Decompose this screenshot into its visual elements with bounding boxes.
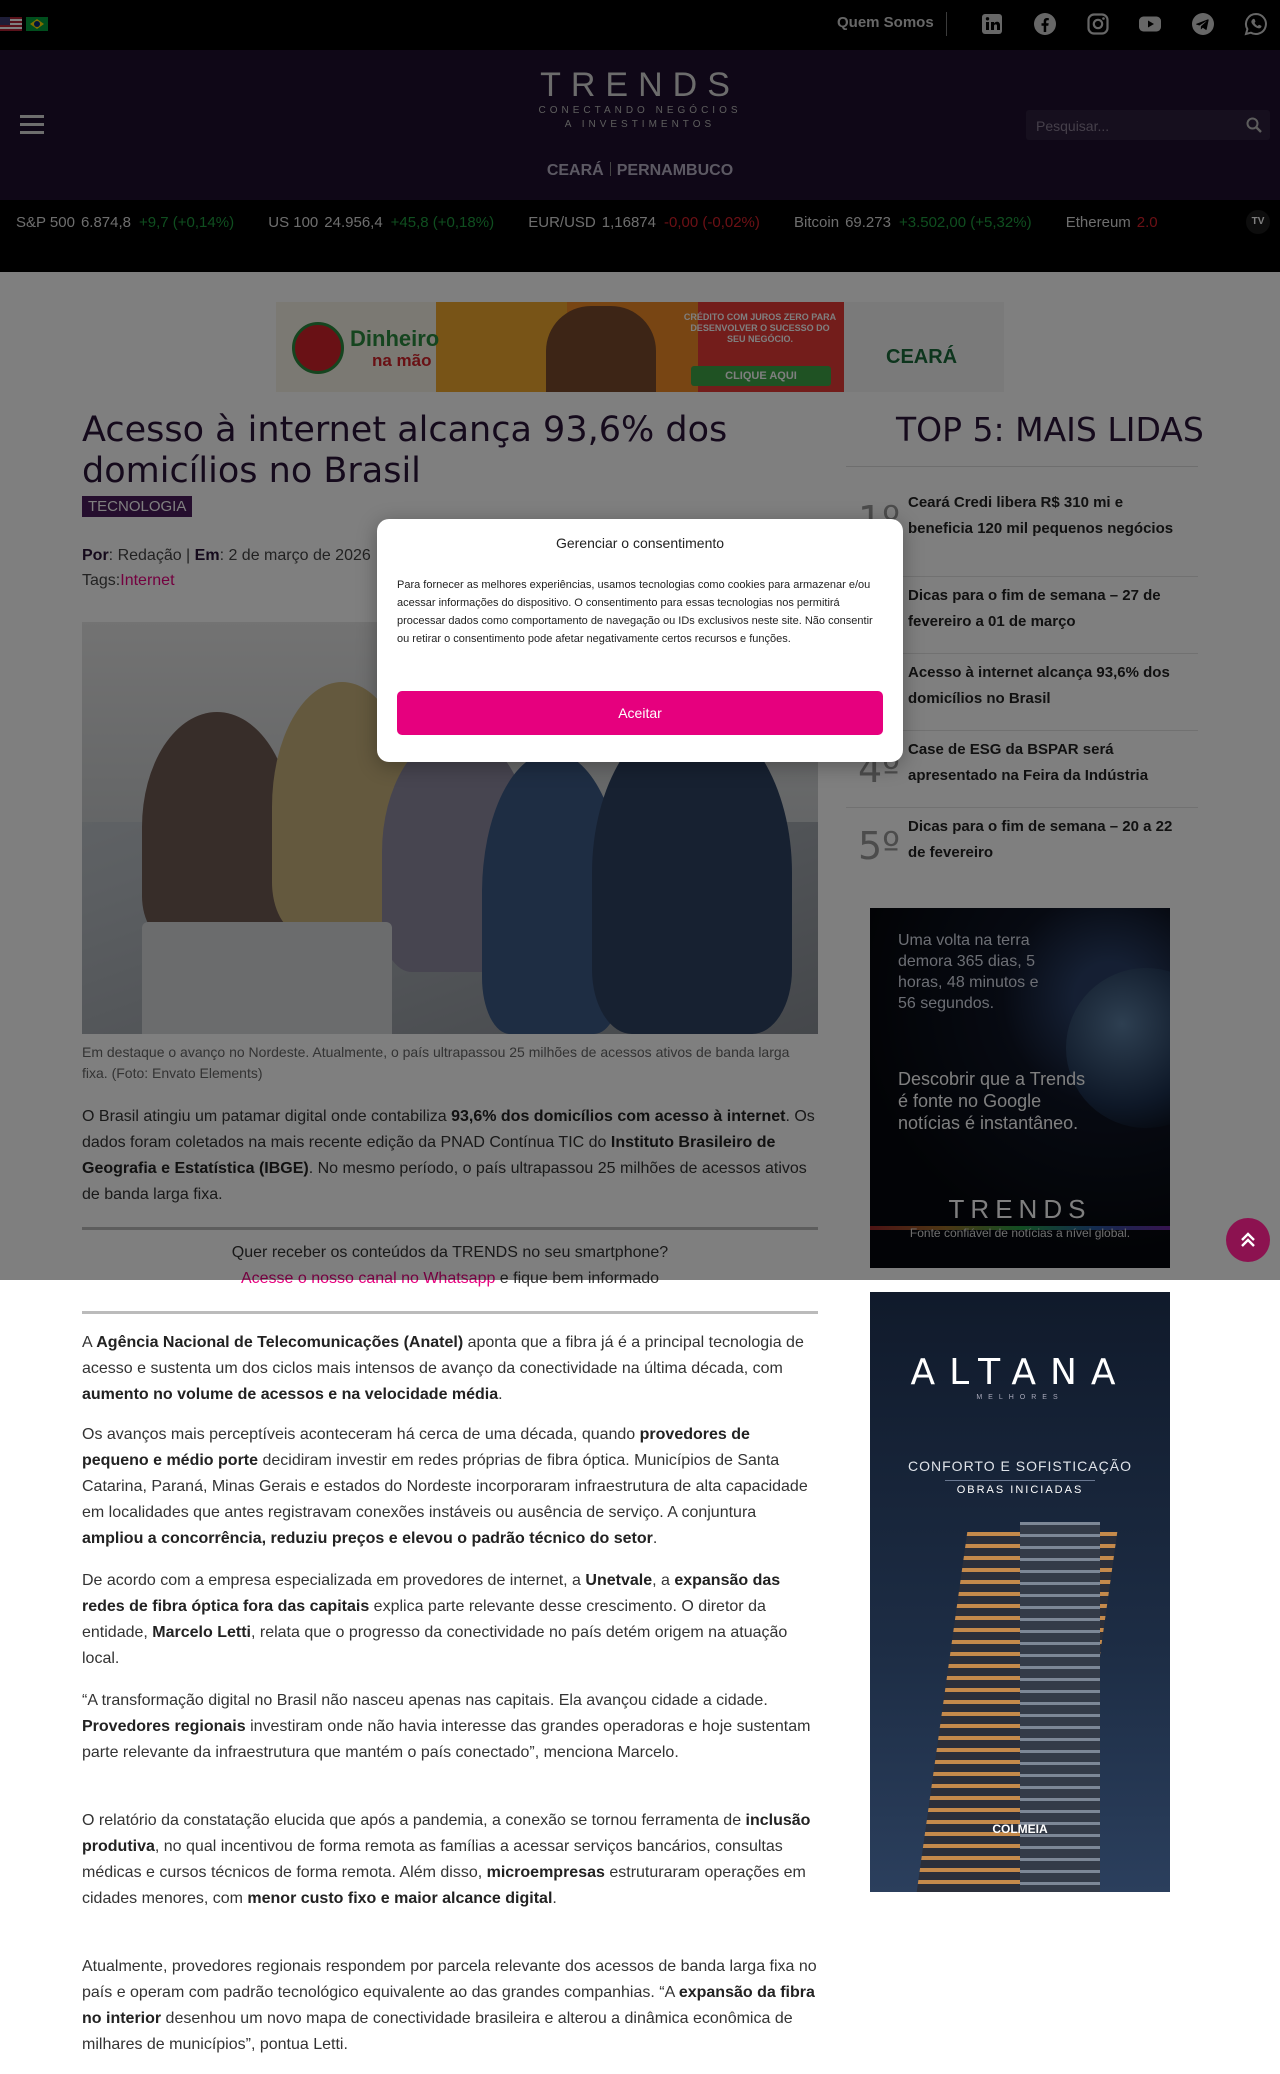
article-paragraph: O relatório da constatação elucida que após a pandemia, a conexão se tornou ferramenta de inclusão produtiva, no qual incentivou de forma remota as famílias a acessar serviços bancários, consultas médicas e cursos técnicos de forma remota. Além disso, microempresas estruturaram operações em cidades menores, com menor custo fixo e maior alcance digital. — [82, 1812, 811, 1907]
altana-status: OBRAS INICIADAS — [945, 1480, 1095, 1496]
article-paragraph: De acordo com a empresa especializada em provedores de internet, a Unetvale, a expansão das redes de fibra óptica fora das capitais explica parte relevante desse crescimento. O diretor da entidade, Marcelo Letti, relata que o progresso da conectividade no país detém origem na atuação local. — [82, 1572, 788, 1667]
article-paragraph: Atualmente, provedores regionais respondem por parcela relevante dos acessos de banda larga fixa no país e operam com padrão tecnológico equivalente ao das grandes companhias. “A expansão da fibra no interior desenhou um novo mapa de conectividade brasileira e alterou a dinâmica econômica de milhares de municípios”, pontua Letti. — [82, 1958, 817, 2053]
building-image — [1020, 1522, 1100, 1892]
article-paragraph: Os avanços mais perceptíveis aconteceram há cerca de uma década, quando provedores de pequeno e médio porte decidiram investir em redes próprias de fibra óptica. Municípios de Santa Catarina, Paraná, Minas Gerais e estados do Nordeste incorporaram infraestrutura de alta capacidade em localidades que antes registravam conexões instáveis ou ausência de serviço. A conjuntura ampliou a concorrência, reduziu preços e elevou o padrão técnico do setor. — [82, 1426, 808, 1547]
consent-text: Para fornecer as melhores experiências, usamos tecnologias como cookies para armazenar e/ou acessar informações do dispositivo. O consentimento para essas tecnologias nos permitirá processar dados como comportamento de navegação ou IDs exclusivos neste site. Não consentir ou retirar o consentimento pode afetar negativamente certos recursos e funções. — [397, 579, 873, 645]
altana-sub: MELHORES — [976, 1394, 1064, 1401]
accept-button[interactable]: Aceitar — [397, 691, 883, 735]
consent-modal — [377, 519, 903, 762]
scroll-to-top-icon[interactable] — [1226, 1218, 1270, 1262]
colmeia-logo: COLMEIA — [992, 1822, 1048, 1836]
article-paragraph: “A transformação digital no Brasil não nasceu apenas nas capitais. Ela avançou cidade a cidade. Provedores regionais investiram onde não havia interesse das grandes operadoras e hoje sustentam parte relevante da infraestrutura que mantém o país conectado”, menciona Marcelo. — [82, 1692, 811, 1761]
divider — [82, 1311, 818, 1314]
altana-claim: CONFORTO E SOFISTICAÇÃO — [908, 1458, 1132, 1474]
article-paragraph: A Agência Nacional de Telecomunicações (Anatel) aponta que a fibra já é a principal tecnologia de acesso e sustenta um dos ciclos mais intensos de avanço da conectividade na última década, com aumento no volume de acessos e na velocidade média. — [82, 1334, 804, 1403]
altana-brand: ALTANA — [910, 1352, 1130, 1393]
altana-ad[interactable] — [870, 1292, 1170, 1892]
consent-title: Gerenciar o consentimento — [555, 535, 725, 551]
